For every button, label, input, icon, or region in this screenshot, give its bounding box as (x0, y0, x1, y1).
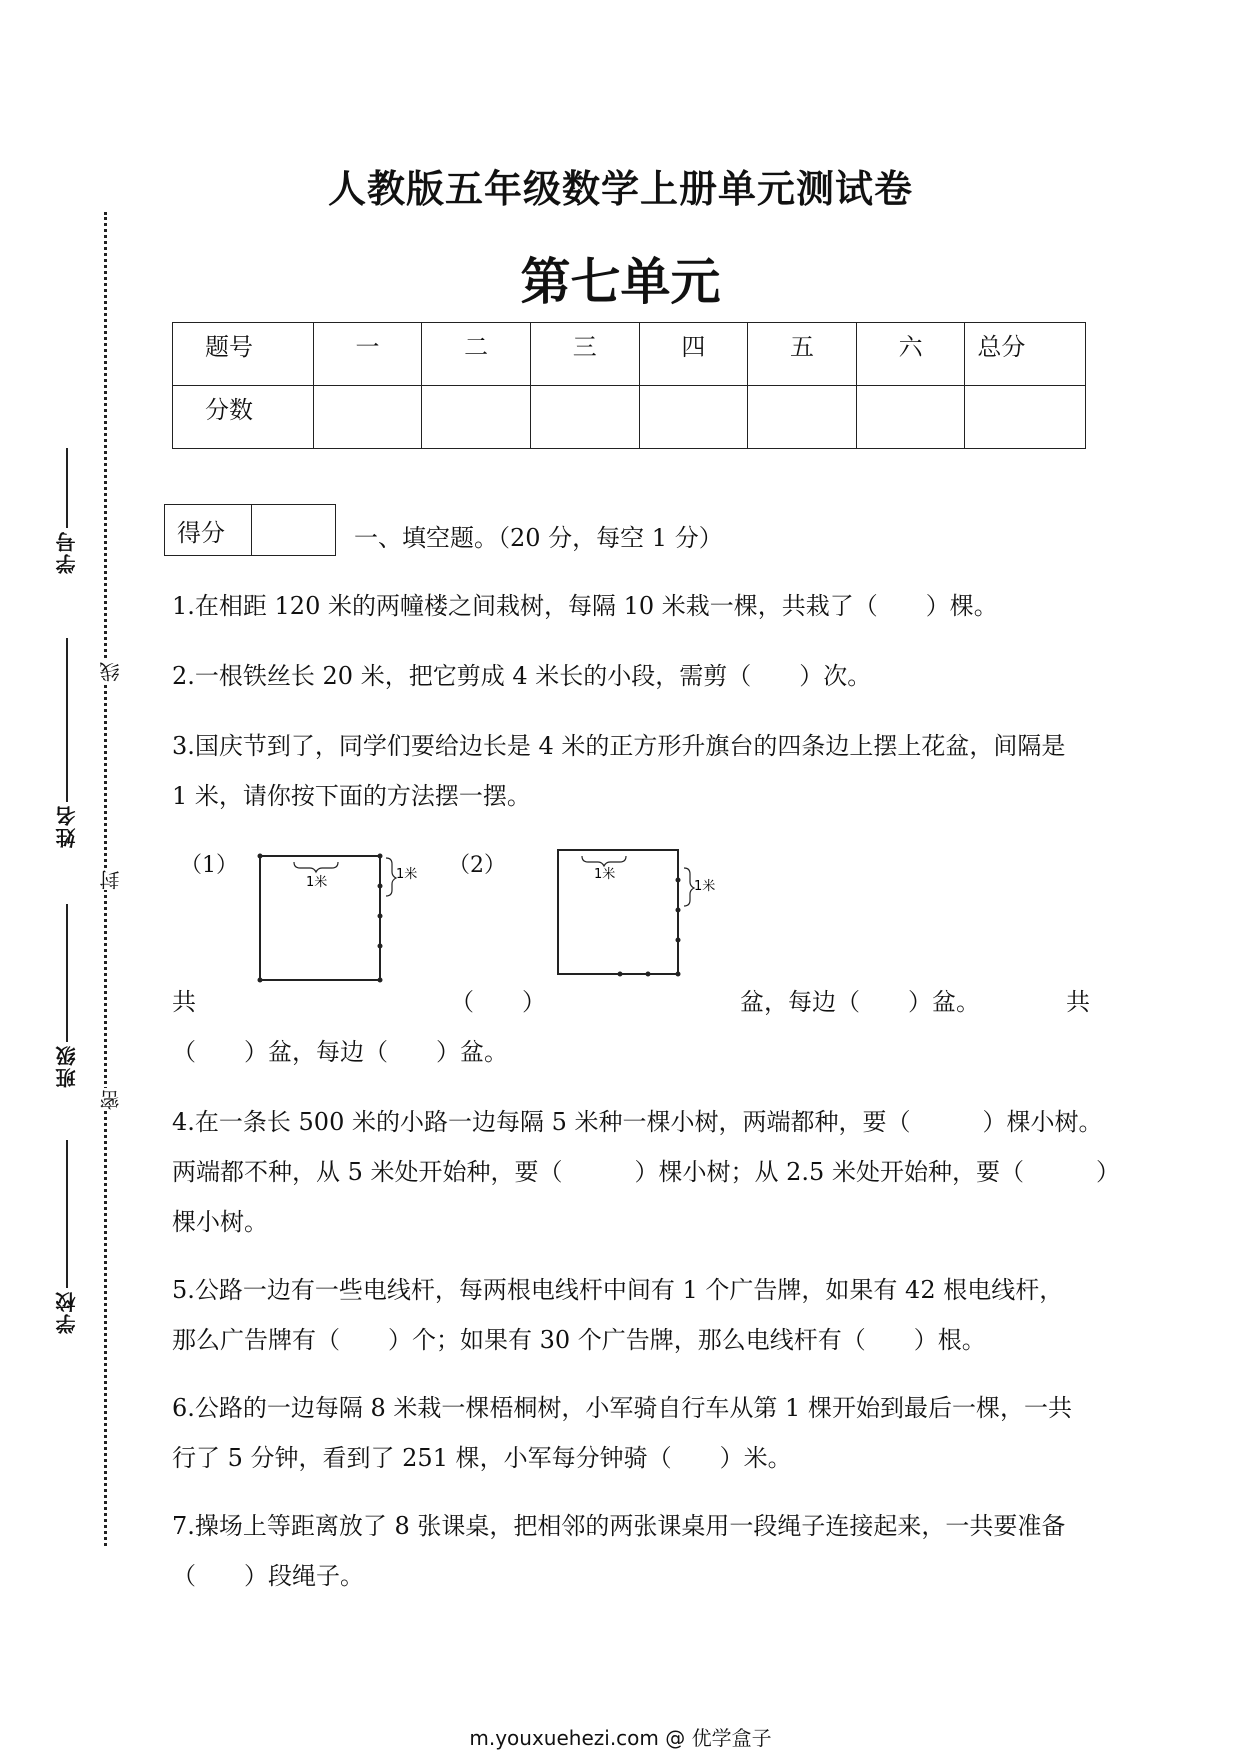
score-entry-cell[interactable] (639, 386, 748, 449)
table-cell: 六 (856, 323, 965, 386)
school-label: 学校 (55, 1290, 79, 1334)
square-outline (558, 850, 678, 974)
question-3-answer-1-blank[interactable]: （ ） (450, 988, 546, 1016)
unit-label-top: 1米 (306, 875, 328, 890)
score-entry-cell[interactable] (965, 386, 1086, 449)
one-meter-brace (582, 856, 626, 866)
pot-dot (378, 944, 383, 949)
question-6-line-1: 6.公路的一边每隔 8 米栽一棵梧桐树，小军骑自行车从第 1 棵开始到最后一棵，一共 (172, 1394, 1072, 1422)
name-field[interactable] (66, 638, 68, 802)
footer-watermark: m.youxuehezi.com @ 优学盒子 (469, 1726, 772, 1750)
question-3-answer-2-prefix: 共 (1066, 988, 1090, 1016)
seal-label-secret: 密 (96, 1088, 125, 1110)
score-entry-cell[interactable] (313, 386, 422, 449)
school-field[interactable] (66, 1140, 68, 1288)
question-3-answer-1-prefix: 共 (172, 988, 196, 1016)
seal-label-line: 线 (96, 660, 125, 682)
student-id-label: 学号 (55, 530, 79, 574)
unit-label-side: 1米 (396, 867, 418, 882)
table-cell: 总分 (965, 323, 1086, 386)
score-entry-cell[interactable] (422, 386, 531, 449)
pot-dot (378, 914, 383, 919)
question-7-line-1: 7.操场上等距离放了 8 张课桌，把相邻的两张课桌用一段绳子连接起来，一共要准备 (172, 1512, 1066, 1540)
figure-1-label: （1） (180, 853, 238, 878)
one-meter-brace (294, 862, 338, 872)
pot-dot (676, 972, 681, 977)
question-1: 1.在相距 120 米的两幢楼之间栽树，每隔 10 米栽一棵，共栽了（ ）棵。 (172, 592, 998, 620)
name-label: 姓名 (55, 804, 79, 848)
question-3-answer-2: （ ）盆，每边（ ）盆。 (172, 1038, 508, 1066)
table-cell: 分数 (173, 386, 314, 449)
pot-dot (258, 854, 263, 859)
question-4-line-2: 两端都不种，从 5 米处开始种，要（ ）棵小树；从 2.5 米处开始种，要（ ） (172, 1158, 1120, 1186)
class-label: 班级 (55, 1044, 79, 1088)
score-table (172, 322, 1086, 449)
pot-dot (676, 908, 681, 913)
pot-dot (378, 854, 383, 859)
pot-dot (258, 978, 263, 983)
class-field[interactable] (66, 904, 68, 1042)
flower-pot-dots (618, 878, 681, 977)
pot-dot (676, 938, 681, 943)
question-5-line-1: 5.公路一边有一些电线杆，每两根电线杆中间有 1 个广告牌，如果有 42 根电线杆， (172, 1276, 1064, 1304)
question-4-line-3: 棵小树。 (172, 1208, 268, 1236)
seal-label-seal: 封 (96, 868, 125, 890)
question-6-line-2: 行了 5 分钟，看到了 251 棵，小军每分钟骑（ ）米。 (172, 1444, 792, 1472)
pot-dot (646, 972, 651, 977)
unit-title: 第七单元 (520, 253, 721, 311)
question-3-line-2: 1 米，请你按下面的方法摆一摆。 (172, 782, 531, 810)
section-score-divider (251, 505, 252, 555)
question-4-line-1: 4.在一条长 500 米的小路一边每隔 5 米种一棵小树，两端都种，要（ ）棵小树。 (172, 1108, 1103, 1136)
pot-dot (378, 884, 383, 889)
section-score-label: 得分 (177, 519, 225, 547)
unit-label-side: 1米 (694, 879, 716, 894)
table-cell: 三 (530, 323, 639, 386)
flower-pot-dots (258, 854, 383, 983)
score-entry-cell[interactable] (530, 386, 639, 449)
score-entry-cell[interactable] (748, 386, 857, 449)
table-cell: 五 (748, 323, 857, 386)
table-cell: 四 (639, 323, 748, 386)
pot-dot (676, 878, 681, 883)
score-table-score-row (173, 386, 1086, 449)
score-table-header-row (173, 323, 1086, 386)
figure-1-square-diagram (250, 848, 418, 988)
question-7-line-2: （ ）段绳子。 (172, 1562, 364, 1590)
one-meter-brace-side (684, 868, 694, 906)
table-cell: 二 (422, 323, 531, 386)
one-meter-brace-side (386, 858, 396, 896)
table-cell: 一 (313, 323, 422, 386)
figure-2-square-diagram (548, 842, 728, 984)
section-score-box (164, 504, 336, 556)
unit-label-top: 1米 (594, 867, 616, 882)
pot-dot (618, 972, 623, 977)
table-cell: 题号 (173, 323, 314, 386)
question-3-answer-1-suffix: 盆，每边（ ）盆。 (740, 988, 980, 1016)
question-5-line-2: 那么广告牌有（ ）个；如果有 30 个广告牌，那么电线杆有（ ）根。 (172, 1326, 986, 1354)
score-entry-cell[interactable] (856, 386, 965, 449)
figure-2-label: （2） (448, 853, 506, 878)
student-id-field[interactable] (66, 448, 68, 528)
question-2: 2.一根铁丝长 20 米，把它剪成 4 米长的小段，需剪（ ）次。 (172, 662, 872, 690)
exam-title: 人教版五年级数学上册单元测试卷 (327, 166, 913, 211)
section-heading: 一、填空题。（20 分，每空 1 分） (354, 524, 723, 552)
question-3-line-1: 3.国庆节到了，同学们要给边长是 4 米的正方形升旗台的四条边上摆上花盆，间隔是 (172, 732, 1066, 760)
pot-dot (378, 978, 383, 983)
